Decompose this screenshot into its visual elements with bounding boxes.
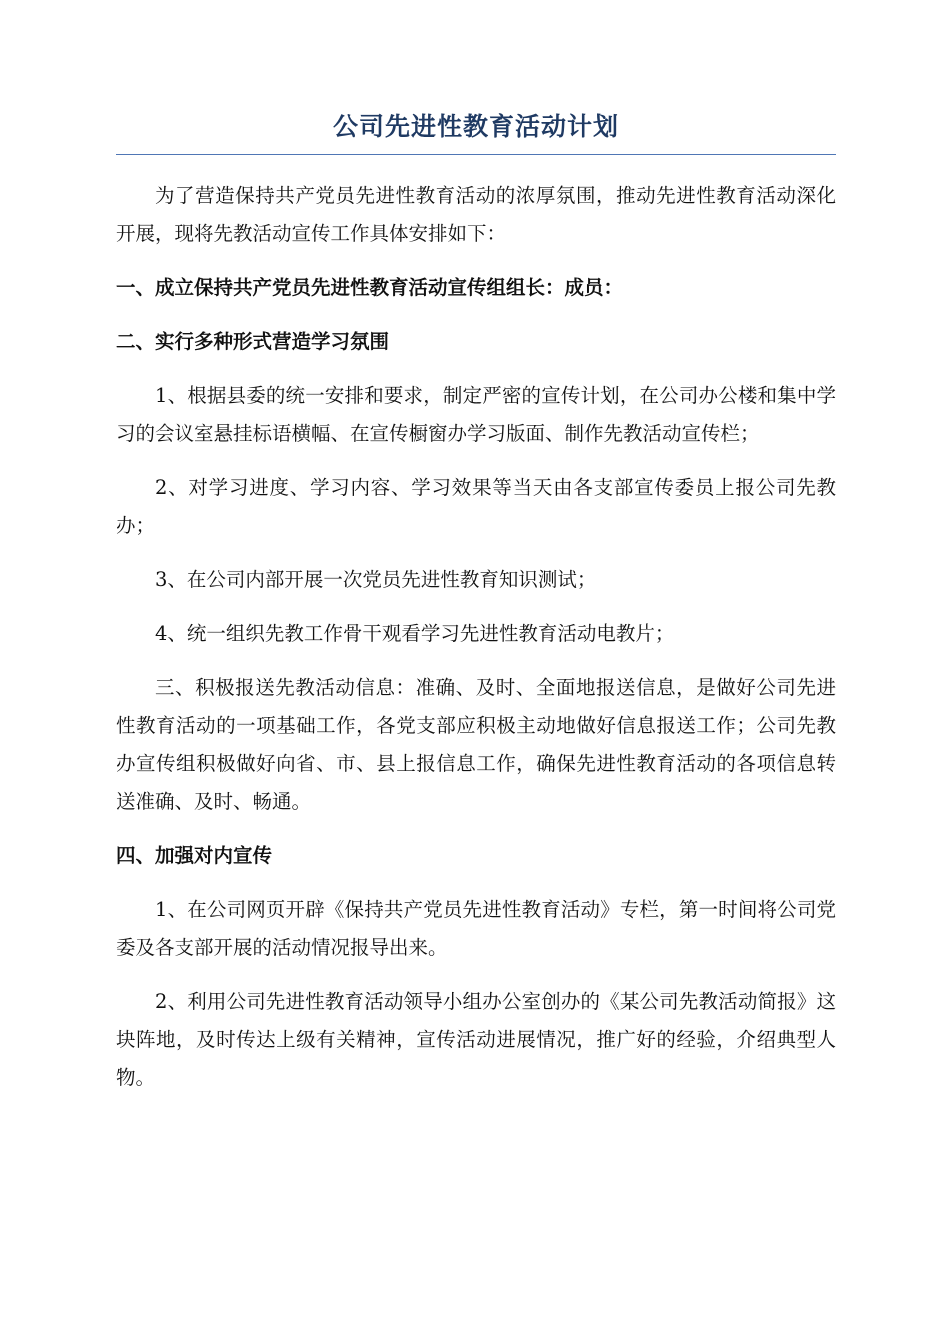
intro-paragraph: 为了营造保持共产党员先进性教育活动的浓厚氛围，推动先进性教育活动深化开展，现将先教活动宣传工作具体安排如下：	[116, 184, 836, 245]
document-page	[116, 110, 836, 1097]
spacer	[116, 599, 836, 615]
section-3-paragraph: 三、积极报送先教活动信息：准确、及时、全面地报送信息，是做好公司先进性教育活动的一项基础工作，各党支部应积极主动地做好信息报送工作；公司先教办宣传组积极做好向省、市、县上报信息工作，确保先进性教育活动的各项信息转送准确、及时、畅通。	[116, 676, 836, 813]
spacer	[116, 155, 836, 177]
spacer	[116, 821, 836, 837]
spacer	[116, 361, 836, 377]
section-2-item-2: 2、对学习进度、学习内容、学习效果等当天由各支部宣传委员上报公司先教办；	[116, 476, 836, 537]
spacer	[116, 875, 836, 891]
section-2-item-4: 4、统一组织先教工作骨干观看学习先进性教育活动电教片；	[155, 622, 675, 645]
section-4-item-1: 1、在公司网页开辟《保持共产党员先进性教育活动》专栏，第一时间将公司党委及各支部开展的活动情况报导出来。	[116, 898, 836, 959]
section-2-item-3: 3、在公司内部开展一次党员先进性教育知识测试；	[155, 568, 597, 591]
spacer	[116, 545, 836, 561]
section-2-heading: 二、实行多种形式营造学习氛围	[116, 330, 390, 353]
section-4-heading: 四、加强对内宣传	[116, 844, 273, 867]
spacer	[116, 653, 836, 669]
spacer	[116, 453, 836, 469]
spacer	[116, 967, 836, 983]
spacer	[116, 307, 836, 323]
section-1-heading: 一、成立保持共产党员先进性教育活动宣传组组长：成员：	[116, 276, 624, 299]
document-title: 公司先进性教育活动计划	[116, 110, 836, 155]
section-4-item-2: 2、利用公司先进性教育活动领导小组办公室创办的《某公司先教活动简报》这块阵地，及时传达上级有关精神，宣传活动进展情况，推广好的经验，介绍典型人物。	[116, 990, 836, 1089]
spacer	[116, 253, 836, 269]
section-2-item-1: 1、根据县委的统一安排和要求，制定严密的宣传计划，在公司办公楼和集中学习的会议室悬挂标语横幅、在宣传橱窗办学习版面、制作先教活动宣传栏；	[116, 384, 836, 445]
